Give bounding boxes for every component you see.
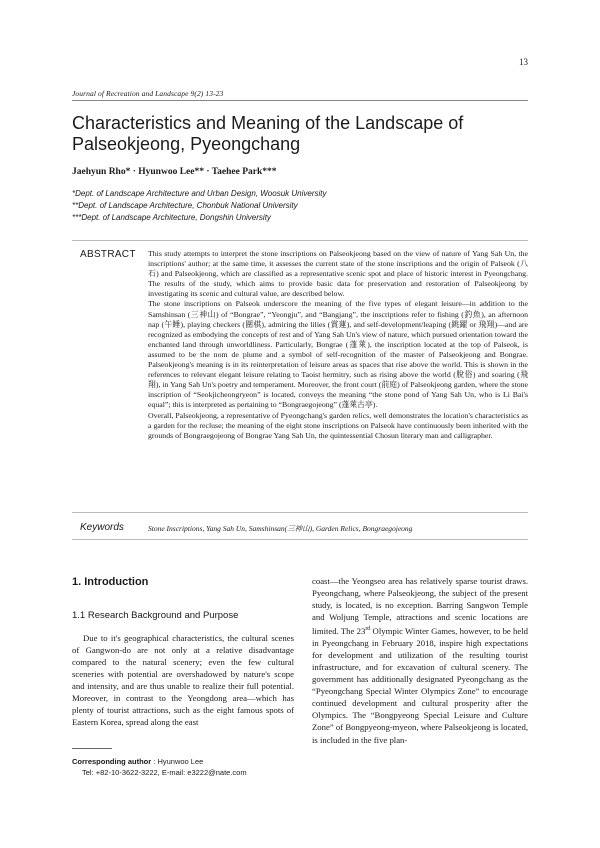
abstract-paragraph: The stone inscriptions on Palseok underscore the meaning of the five types of elegant leisure—in addition to the Samshinsan (三神山) of “Bongrae”, “Yeongju”, and “Bangjang”, the inscriptions refer to fishing (釣魚), an afternoon nap (午睡), playing checkers (圍棋), admiring the lilies (賞蓮), and self-development/leaping (跳躍 or 飛翔)—and are recognized as embodying the concepts of rest and of Yang Sah Un's view of nature, which pursued orientation toward the enchanted land through unworldliness. Particularly, Bongrae (蓬萊), the inscription located at the top of Palseok, is assumed to be the nom de plume and a symbol of self-recognition of the master of Palseokjeong and Bongrae. Palseokjeong's meaning is in its reinterpretation of leisure areas as spaces that rise above the world. This is shown in the references to relevant elegant leisure relating to Taoist hermitry, such as rising above the world (脫俗) and soaring (飛翔), in Yang Sah Un's poetry and temperament. Moreover, the front court (前庭) of Palseokjeong garden, where the stone inscription of “Seokjicheongryeon” is located, conveys the meaning “the stone pond of Yang Sah Un, who is Li Bai's equal”; this is interpreted as pertaining to “Bongraegojeong” (蓬萊古亭). (148, 299, 528, 410)
keywords-label: Keywords (80, 522, 124, 533)
page-number: 13 (519, 57, 528, 67)
paper-title: Characteristics and Meaning of the Landscape of Palseokjeong, Pyeongchang (72, 113, 464, 154)
body-paragraph: Due to it's geographical characteristics, the cultural scenes of Gangwon-do are not only at a relative disadvantage compared to the natural scenery; even the few cultural sceneries with potential are overshadowed by nature's scope and intensity, and are thus unable to realize their full potential. Moreover, in contrast to the Yeongdong area—which has plenty of tourist attractions, such as the eight famous spots of Eastern Korea, spread along the east (72, 633, 294, 728)
body-paragraph (312, 575, 528, 746)
section-heading: 1. Introduction (72, 576, 149, 588)
ordinal-suffix: rd (365, 626, 371, 633)
keywords-bottom-rule (72, 539, 528, 540)
affiliation: ***Dept. of Landscape Architecture, Dongshin University (72, 213, 271, 222)
subsection-heading: 1.1 Research Background and Purpose (72, 610, 239, 621)
keywords-text: Stone Inscriptions, Yang Sah Un, Samshinsan(三神山), Garden Relics, Bongraegojeong (148, 524, 413, 533)
author-list: Jaehyun Rho* · Hyunwoo Lee** · Taehee Park*** (72, 167, 277, 177)
header-rule (72, 100, 528, 101)
abstract-paragraph: This study attempts to interpret the stone inscriptions on Palseokjeong based on the view of nature of Yang Sah Un, the inscriptions' author; at the same time, it assesses the current state of the stone inscriptions and the origin of Palseok (八石) and Palseokjeong, which are classified as a representative scenic spot and place of historic interest in Pyeongchang. The results of the study, which aims to provide basic data for preservation and restoration of Palseokjeong by investigating its scenic and cultural value, are described below. (148, 249, 528, 299)
body-column-right (312, 575, 528, 746)
body-text: Olympic Winter Games, however, to be held in Pyeongchang in February 2018, inspire high expectations for development and utilization of the resulting tourist infrastructure, and for excavation of cultural scenery. The government has additionally designated Pyeongchang as the “Pyeongchang Special Winter Olympics Zone” to encourage continued development and cultural prosperity after the Olympics. The “Bongpyeong Special Leisure and Culture Zone” of Bongpyeong-myeon, where Palseokjeong is located, is included in the five plan- (312, 626, 528, 745)
abstract-body (148, 249, 528, 441)
abstract-top-rule (72, 240, 528, 241)
corresponding-author: Corresponding author : Hyunwoo Lee (72, 757, 204, 766)
corresponding-author-label: Corresponding author (72, 757, 152, 766)
keywords-top-rule (72, 512, 528, 513)
journal-header: Journal of Recreation and Landscape 9(2) 13-23 (72, 89, 224, 98)
abstract-label: ABSTRACT (80, 249, 136, 260)
affiliation: *Dept. of Landscape Architecture and Urban Design, Woosuk University (72, 189, 327, 198)
footnote-rule (72, 748, 112, 749)
author-contact: Tel: +82-10-3622-3222, E-mail: e3222@nate.com (82, 768, 247, 777)
affiliation: **Dept. of Landscape Architecture, Chonbuk National University (72, 201, 298, 210)
body-column-left (72, 632, 294, 728)
corresponding-author-name: Hyunwoo Lee (157, 757, 204, 766)
body-text: coast—the Yeongseo area has relatively sparse tourist draws. Pyeongchang, where Palseokjeong, the subject of the present study, is located, is no exception. Barring Sangwon Temple and Woljung Temple, attractions and scenic locations are limited. The 23 (312, 576, 528, 637)
abstract-paragraph: Overall, Palseokjeong, a representative of Pyeongchang's garden relics, well demonstrates the location's characteristics as a garden for the recluse; the meaning of the eight stone inscriptions on Palseok have continuously been inherited with the grounds of Bongraegojeong of Bongrae Yang Sah Un, the quintessential Chosun literary man and calligrapher. (148, 410, 528, 440)
